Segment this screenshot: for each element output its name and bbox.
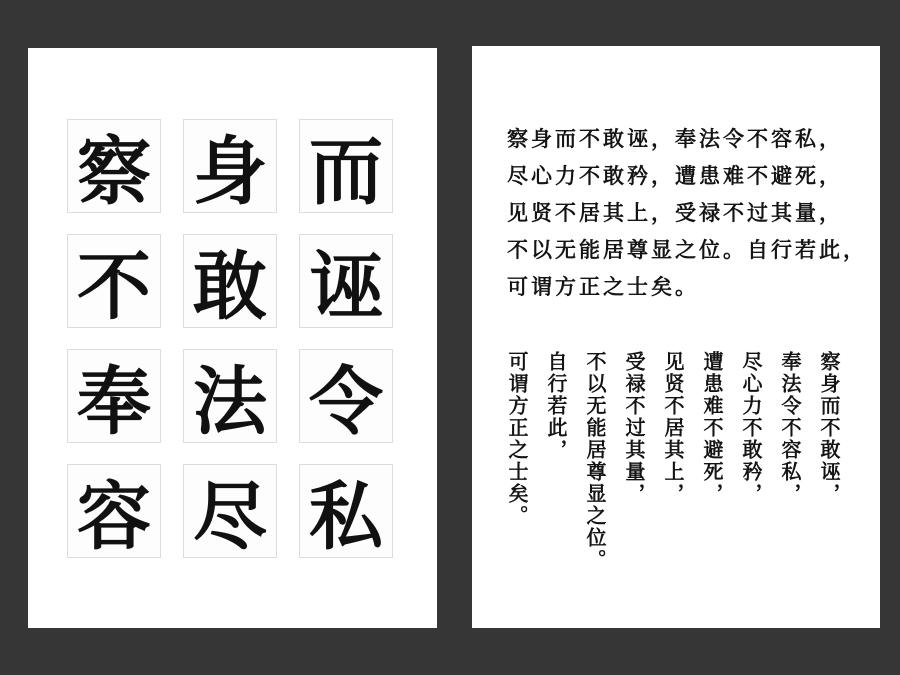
character-tile: 奉 <box>67 349 161 443</box>
character-tile: 而 <box>299 119 393 213</box>
character-tile: 尽 <box>183 464 277 558</box>
character-tile: 容 <box>67 464 161 558</box>
vertical-column: 受禄不过其量， <box>622 351 646 505</box>
specimen-text-page <box>472 46 880 628</box>
vertical-column: 自行若此， <box>544 351 568 461</box>
character-grid <box>67 119 393 558</box>
character-tile: 令 <box>299 349 393 443</box>
character-tile: 诬 <box>299 234 393 328</box>
character-tile: 不 <box>67 234 161 328</box>
vertical-paragraph <box>497 351 848 599</box>
vertical-column: 察身而不敢诬， <box>817 351 841 505</box>
character-tile: 身 <box>183 119 277 213</box>
character-tile: 敢 <box>183 234 277 328</box>
paragraph-line: 察身而不敢诬，奉法令不容私， <box>507 126 843 151</box>
specimen-grid-page <box>28 48 437 628</box>
paragraph-line: 尽心力不敢矜，遭患难不避死， <box>507 163 843 188</box>
vertical-column: 尽心力不敢矜， <box>739 351 763 505</box>
vertical-column: 奉法令不容私， <box>778 351 802 505</box>
character-tile: 法 <box>183 349 277 443</box>
vertical-column: 见贤不居其上， <box>661 351 685 505</box>
horizontal-paragraph <box>507 120 867 305</box>
paragraph-line: 见贤不居其上，受禄不过其量， <box>507 200 843 225</box>
character-tile: 察 <box>67 119 161 213</box>
character-tile: 私 <box>299 464 393 558</box>
paragraph-line: 不以无能居尊显之位。自行若此， <box>507 237 867 262</box>
vertical-column: 可谓方正之士矣。 <box>505 351 529 527</box>
vertical-column: 不以无能居尊显之位。 <box>583 351 607 571</box>
paragraph-line: 可谓方正之士矣。 <box>507 274 699 299</box>
vertical-column: 遭患难不避死， <box>700 351 724 505</box>
